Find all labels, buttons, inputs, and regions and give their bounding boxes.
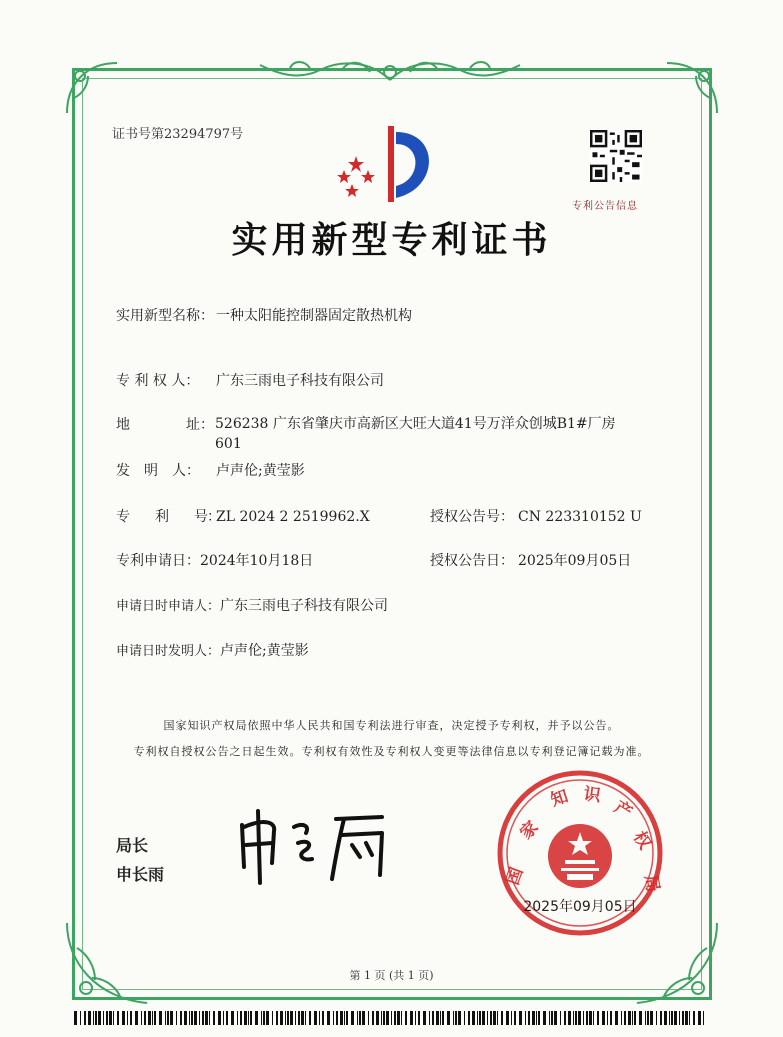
field-value: ZL 2024 2 2519962.X [216, 509, 370, 525]
field-value: 卢声伦;黄莹影 [220, 643, 309, 659]
field-label: 授权公告日： [430, 553, 514, 569]
field-label: 专 利 号： [116, 509, 220, 525]
field-inventor [116, 460, 305, 480]
official-seal-icon [495, 768, 665, 938]
barcode-icon [74, 1011, 710, 1025]
corner-ornament-icon [62, 58, 122, 118]
field-label: 申请日时发明人： [116, 644, 221, 659]
qr-code-icon[interactable] [590, 130, 642, 182]
svg-text:产: 产 [610, 797, 636, 824]
field-value: 广东三雨电子科技有限公司 [220, 598, 389, 614]
svg-text:家: 家 [516, 817, 543, 844]
field-label: 申请日时申请人： [116, 599, 221, 614]
field-utility-model-name [116, 305, 412, 325]
field-label: 专利申请日： [116, 553, 200, 569]
field-value: 卢声伦;黄莹影 [216, 463, 305, 479]
page-number: 第 1 页 (共 1 页) [349, 969, 434, 982]
field-value: 广东三雨电子科技有限公司 [216, 373, 384, 389]
field-value: CN 223310152 U [518, 509, 642, 525]
corner-ornament-icon [662, 58, 722, 118]
certificate-number: 证书号第23294797号 [112, 127, 244, 142]
notice-line-2: 专利权自授权公告之日起生效。专利权有效性及专利权人变更等法律信息以专利登记簿记载为准。 [133, 745, 650, 758]
field-value: 2025年09月05日 [518, 553, 632, 569]
director-title: 局长 [116, 836, 149, 855]
field-patentee [116, 370, 384, 390]
certificate-title: 实用新型专利证书 [231, 219, 552, 261]
svg-text:权: 权 [628, 828, 655, 854]
svg-text:国: 国 [502, 864, 528, 888]
field-label: 实用新型名称： [116, 308, 214, 324]
notice-line-1: 国家知识产权局依照中华人民共和国专利法进行审查，决定授予专利权，并予以公告。 [163, 719, 620, 732]
qr-label: 专利公告信息 [572, 201, 638, 212]
field-inventor-at-filing [116, 640, 309, 660]
svg-text:局: 局 [640, 873, 663, 894]
svg-text:知: 知 [548, 786, 571, 811]
field-applicant-at-filing [116, 595, 388, 615]
seal-date: 2025年09月05日 [523, 899, 637, 915]
top-ornament-icon [250, 50, 530, 90]
cnipa-logo-icon [330, 118, 450, 208]
field-grant-pub-number [430, 506, 642, 526]
field-address-value: 526238 广东省肇庆市高新区大旺大道41号万洋众创城B1#厂房601 [215, 416, 616, 452]
corner-ornament-icon [62, 918, 152, 1008]
field-label: 专 利 权 人： [116, 373, 200, 389]
field-value: 2024年10月18日 [200, 553, 314, 569]
field-address-label-right: 址： [186, 417, 214, 433]
field-filing-date [116, 550, 313, 570]
field-patent-number [116, 506, 370, 526]
director-signature-icon [232, 805, 402, 885]
director-name: 申长雨 [116, 865, 165, 884]
field-grant-pub-date [430, 550, 631, 570]
field-value: 一种太阳能控制器固定散热机构 [216, 308, 412, 324]
field-address-label-left: 地 [116, 417, 130, 433]
field-label: 发 明 人： [116, 463, 200, 479]
svg-text:识: 识 [582, 784, 602, 807]
field-label: 授权公告号： [430, 509, 514, 525]
